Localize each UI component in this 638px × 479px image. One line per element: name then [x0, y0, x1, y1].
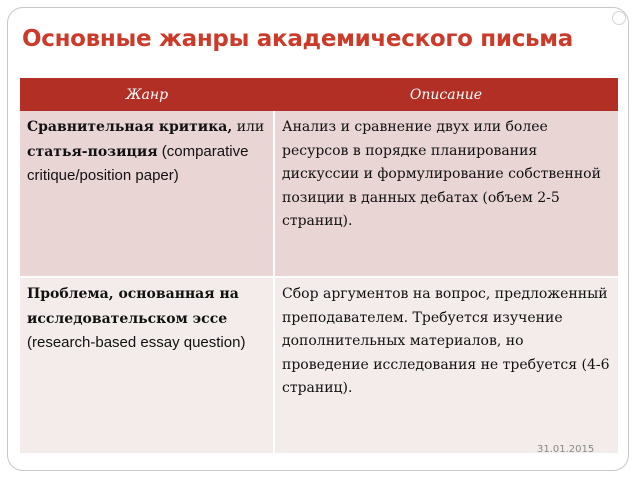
slide-title: Основные жанры академического письма	[22, 26, 574, 52]
genre-name: Проблема, основанная на исследовательском эссе	[27, 286, 239, 327]
header-description: Описание	[274, 78, 618, 111]
genres-table	[20, 78, 618, 453]
genre-name-alt: статья-позиция	[27, 143, 158, 160]
corner-decoration	[612, 11, 626, 25]
table-header-row	[20, 78, 618, 111]
genre-cell	[20, 111, 274, 277]
genre-english: (research-based essay question)	[27, 334, 246, 351]
genre-english: (comparative critique/position paper)	[27, 142, 249, 184]
table-row	[20, 277, 618, 453]
slide-date: 31.01.2015	[537, 444, 595, 455]
header-genre: Жанр	[20, 78, 274, 111]
genre-name: Сравнительная критика,	[27, 119, 233, 135]
description-cell: Сбор аргументов на вопрос, предложенный преподавателем. Требуется изучение дополнительных материалов, но проведение исследования не требуется (4-6 страниц).	[274, 277, 618, 453]
genre-cell	[20, 277, 274, 453]
genre-connector: или	[232, 119, 265, 135]
table-row	[20, 111, 618, 277]
description-cell: Анализ и сравнение двух или более ресурсов в порядке планирования дискуссии и формулирование собственной позиции в данных дебатах (объем 2-5 страниц).	[274, 111, 618, 277]
